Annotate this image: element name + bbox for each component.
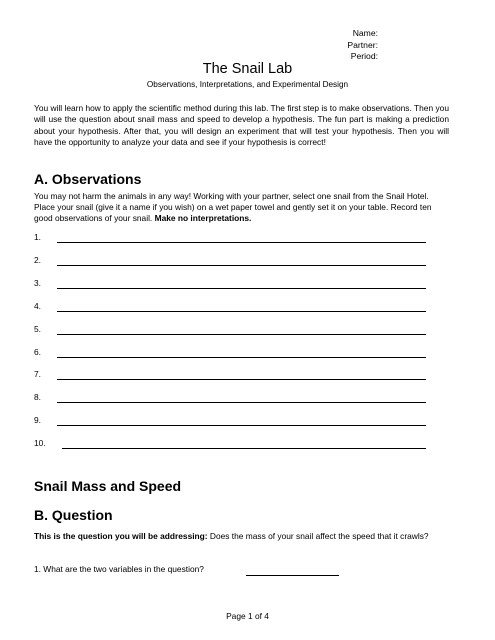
observation-line-8[interactable]: [34, 392, 426, 404]
question-lead: [34, 531, 449, 542]
observation-number: 4.: [34, 300, 41, 311]
observation-answer-rule: [62, 448, 426, 449]
observation-instructions: [34, 191, 449, 225]
observation-number: 7.: [34, 369, 41, 380]
question-1: 1. What are the two variables in the question?: [34, 564, 204, 574]
question-lead-text: Does the mass of your snail affect the speed that it crawls?: [207, 531, 429, 541]
observation-answer-rule: [57, 288, 426, 289]
observation-answer-rule: [57, 265, 426, 266]
observation-answer-rule: [57, 334, 426, 335]
observation-answer-rule: [57, 425, 426, 426]
observation-line-10[interactable]: [34, 438, 426, 450]
section-mass-heading: Snail Mass and Speed: [34, 478, 182, 494]
page-number: Page 1 of 4: [226, 611, 269, 621]
observation-line-9[interactable]: [34, 415, 426, 427]
observation-answer-rule: [57, 379, 426, 380]
observation-number: 2.: [34, 254, 41, 265]
observation-number: 8.: [34, 392, 41, 403]
intro-paragraph: You will learn how to apply the scientific method during this lab. The first step is to make observations. Then you will use the question about snail mass and speed to develop a hypothesis. The fun part is making a prediction about your hypothesis. After that, you will design an experiment that will test your hypothesis. Then you will have the opportunity to analyze your data and see if your hypothesis is correct!: [34, 103, 449, 147]
observation-line-2[interactable]: [34, 255, 426, 267]
observation-line-4[interactable]: [34, 301, 426, 313]
observation-line-3[interactable]: [34, 278, 426, 290]
observation-answer-rule: [57, 242, 426, 243]
partner-label: Partner:: [347, 39, 378, 50]
observation-answer-rule: [57, 402, 426, 403]
document-subtitle: Observations, Interpretations, and Experimental Design: [146, 80, 349, 89]
question-1-answer-line[interactable]: [246, 575, 339, 576]
section-a-heading: A. Observations: [34, 171, 142, 187]
observation-line-1[interactable]: [34, 232, 426, 244]
observation-number: 10.: [34, 438, 46, 449]
observation-answer-rule: [57, 357, 426, 358]
section-b-heading: B. Question: [34, 507, 113, 523]
instructions-text: You may not harm the animals in any way! Working with your partner, select one snail from the Snail Hotel. Place your snail (give it a name if you wish) on a wet paper towel and gently set it on your table. Record ten good observations of your snail.: [34, 191, 432, 224]
observation-number: 1.: [34, 232, 41, 242]
observation-number: 3.: [34, 277, 41, 288]
observation-number: 6.: [34, 346, 41, 357]
question-lead-bold: This is the question you will be addressing:: [34, 531, 208, 541]
instructions-bold: Make no interpretations.: [154, 213, 252, 224]
observation-answer-rule: [57, 311, 426, 312]
observation-line-5[interactable]: [34, 324, 426, 336]
document-title: The Snail Lab: [202, 61, 293, 77]
observation-line-7[interactable]: [34, 369, 426, 381]
observation-number: 9.: [34, 415, 41, 426]
name-label: Name:: [352, 28, 378, 38]
period-label: Period:: [350, 51, 378, 61]
student-info-fields: [347, 28, 378, 63]
observation-line-6[interactable]: [34, 347, 426, 359]
observation-number: 5.: [34, 323, 41, 334]
